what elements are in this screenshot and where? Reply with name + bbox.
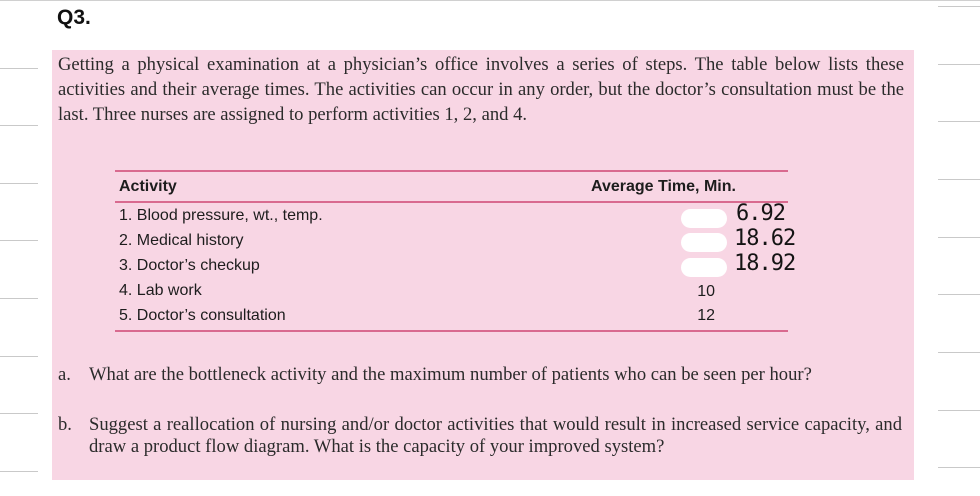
question-a bbox=[58, 364, 904, 408]
header-activity: Activity bbox=[119, 178, 177, 195]
answer-whiteout bbox=[681, 258, 727, 277]
header-rule bbox=[115, 201, 788, 203]
row-time: 12 bbox=[697, 307, 715, 324]
answer-whiteout bbox=[681, 233, 727, 252]
question-a-text: What are the bottleneck activity and the maximum number of patients who can be seen per hour? bbox=[89, 364, 812, 385]
intro-paragraph: Getting a physical examination at a physician’s office involves a series of steps. The table below lists these activities and their average times. The activities can occur in any order, but the doctor’s consultation must be the last. Three nurses are assigned to perform activities 1, 2, and 4. bbox=[58, 54, 904, 125]
row-time: 10 bbox=[697, 283, 715, 300]
margin-rule bbox=[938, 179, 980, 180]
margin-rule bbox=[938, 121, 980, 122]
handwritten-value: 18.62 bbox=[734, 226, 796, 251]
question-label: Q3. bbox=[57, 6, 91, 29]
answer-whiteout bbox=[681, 209, 727, 228]
handwritten-value: 18.92 bbox=[734, 251, 796, 276]
handwritten-value: 6.92 bbox=[736, 201, 785, 226]
row-activity: 2. Medical history bbox=[119, 232, 244, 249]
margin-rule bbox=[938, 410, 980, 411]
header-time: Average Time, Min. bbox=[591, 178, 736, 195]
row-activity: 4. Lab work bbox=[119, 282, 202, 299]
margin-rule bbox=[0, 413, 38, 414]
margin-rule bbox=[938, 294, 980, 295]
margin-rule bbox=[0, 68, 38, 69]
question-a-label: a. bbox=[58, 364, 71, 385]
margin-rule bbox=[0, 240, 38, 241]
margin-rule bbox=[938, 352, 980, 353]
row-activity: 3. Doctor’s checkup bbox=[119, 257, 260, 274]
top-border bbox=[0, 0, 980, 1]
row-activity: 1. Blood pressure, wt., temp. bbox=[119, 207, 323, 224]
problem-panel bbox=[52, 50, 914, 480]
question-b-text: Suggest a reallocation of nursing and/or doctor activities that would result in increased service capacity, and draw a product flow diagram. What is the capacity of your improved system? bbox=[89, 414, 902, 457]
margin-rule bbox=[0, 471, 38, 472]
question-b-label: b. bbox=[58, 414, 72, 435]
margin-rule bbox=[938, 6, 980, 7]
margin-rule bbox=[938, 64, 980, 65]
table-bottom-rule bbox=[115, 330, 788, 332]
row-activity: 5. Doctor’s consultation bbox=[119, 307, 286, 324]
margin-rule bbox=[0, 298, 38, 299]
margin-rule bbox=[938, 467, 980, 468]
table-top-rule bbox=[115, 170, 788, 172]
question-b bbox=[58, 414, 904, 480]
margin-rule bbox=[0, 125, 38, 126]
margin-rule bbox=[0, 356, 38, 357]
margin-rule bbox=[938, 237, 980, 238]
margin-rule bbox=[0, 183, 38, 184]
